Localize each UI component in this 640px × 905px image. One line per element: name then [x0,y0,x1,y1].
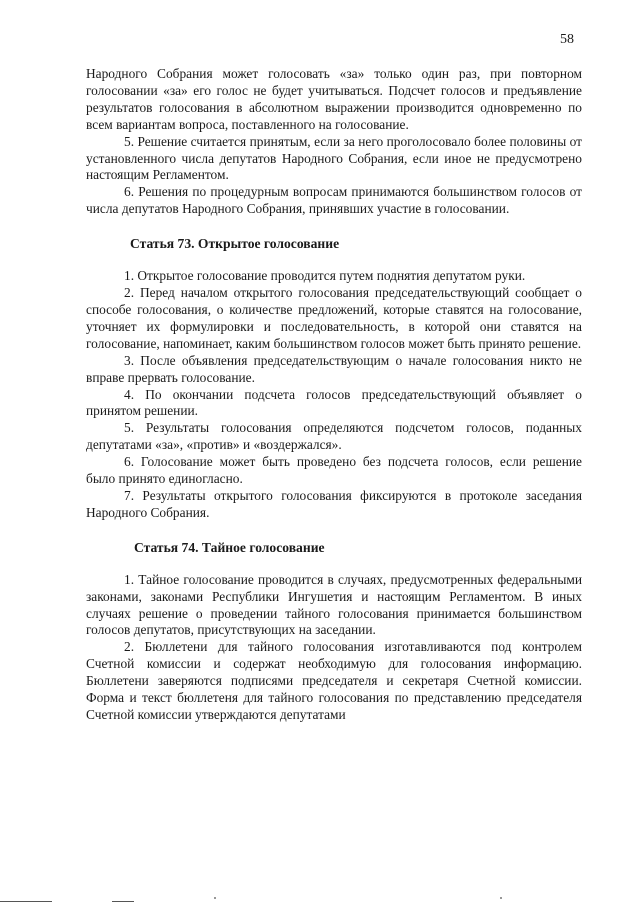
scan-artifact [0,901,52,902]
paragraph: 2. Бюллетени для тайного голосования изготавливаются под контролем Счетной комиссии и содержат необходимую для голосования информацию. Бюллетени заверяются подписями председателя и секретаря Счетной комиссии. Форма и текст бюллетеня для тайного голосования по представлению председателя Счетной комиссии утверждаются депутатами [86,639,582,722]
paragraph: 5. Решение считается принятым, если за него проголосовало более половины от установленного числа депутатов Народного Собрания, если иное не предусмотрено настоящим Регламентом. [86,133,582,183]
article-74-heading: Статья 74. Тайное голосование [134,539,325,555]
paragraph: 2. Перед началом открытого голосования председательствующий сообщает о способе голосования, о количестве предложений, которые ставятся на голосование, уточняет их формулировки и последовательность, в которой они ставятся на голосование, напоминает, каким большинством голосов может быть принято решение. [86,285,582,351]
article-73-heading: Статья 73. Открытое голосование [130,236,340,252]
scan-artifact [500,897,502,899]
paragraph: 7. Результаты открытого голосования фиксируются в протоколе заседания Народного Собрания. [86,487,582,520]
paragraph: 6. Решения по процедурным вопросам принимаются большинством голосов от числа депутатов Народного Собрания, принявших участие в голосовании. [86,184,582,217]
page-number: 58 [560,32,574,47]
paragraph: 5. Результаты голосования определяются подсчетом голосов, поданных депутатами «за», «против» и «воздержался». [86,420,582,453]
paragraph: 3. После объявления председательствующим о начале голосования никто не вправе прервать голосование. [86,352,582,385]
paragraph: 4. По окончании подсчета голосов председательствующий объявляет о принятом решении. [86,386,582,419]
scan-artifact [112,901,134,902]
document-body [86,66,582,724]
paragraph: 1. Тайное голосование проводится в случаях, предусмотренных федеральными законами, законами Республики Ингушетия и настоящим Регламентом. В иных случаях решение о проведении тайного голосования принимается большинством голосов депутатов, присутствующих на заседании. [86,571,582,638]
paragraph: Народного Собрания может голосовать «за» только один раз, при повторном голосовании «за» его голос не будет учитываться. Подсчет голосов и предъявление результатов голосования в абсолютном выражении производится одновременно по всем вариантам вопроса, поставленного на голосование. [86,66,582,132]
paragraph: 6. Голосование может быть проведено без подсчета голосов, если решение было принято единогласно. [86,454,582,487]
scan-artifact [214,897,216,899]
paragraph: 1. Открытое голосование проводится путем поднятия депутатом руки. [124,268,526,284]
